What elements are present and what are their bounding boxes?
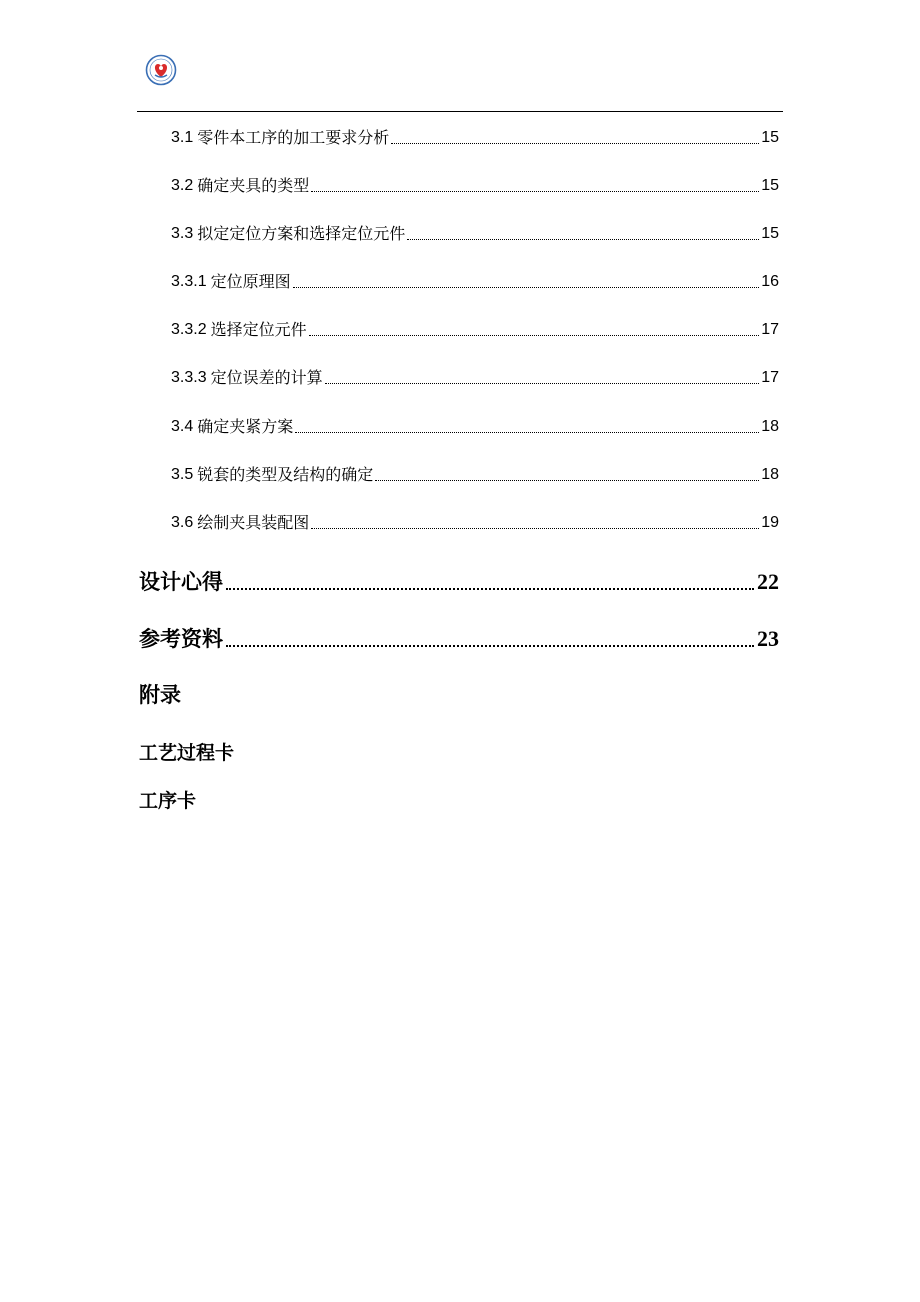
toc-leader xyxy=(309,335,760,336)
toc-entry[interactable] xyxy=(171,268,779,292)
toc-entry-number: 3.3 xyxy=(171,225,194,242)
toc-entry-number: 3.1 xyxy=(171,129,194,146)
toc-entry-page: 16 xyxy=(761,273,779,290)
toc-entry-page: 17 xyxy=(761,369,779,386)
toc-entry[interactable] xyxy=(171,461,779,485)
toc-entry-page: 19 xyxy=(761,514,779,531)
toc-main-entry[interactable] xyxy=(139,622,779,652)
toc-entry[interactable] xyxy=(171,316,779,340)
toc-main-title: 设计心得 xyxy=(139,570,223,594)
appendix-heading: 附录 xyxy=(139,683,181,707)
toc-entry[interactable] xyxy=(171,220,779,244)
toc-entry[interactable] xyxy=(171,509,779,533)
toc-entry-number: 3.3.1 xyxy=(171,273,207,290)
toc-entry[interactable] xyxy=(171,364,779,388)
school-emblem-icon xyxy=(145,54,177,86)
appendix-item-process-card[interactable]: 工艺过程卡 xyxy=(139,742,235,764)
appendix-item-operation-card[interactable]: 工序卡 xyxy=(139,790,197,812)
toc-entry-page: 15 xyxy=(761,129,779,146)
toc-main-page: 22 xyxy=(757,569,779,594)
toc-entry-page: 18 xyxy=(761,466,779,483)
toc-entry-number: 3.3.3 xyxy=(171,369,207,386)
header-rule xyxy=(137,111,783,112)
toc-entry-title: 绘制夹具装配图 xyxy=(197,513,310,532)
toc-entry-page: 17 xyxy=(761,321,779,338)
toc-entry[interactable] xyxy=(171,413,779,437)
toc-main-title: 参考资料 xyxy=(139,627,223,651)
toc-leader xyxy=(407,239,759,240)
toc-leader xyxy=(311,528,759,529)
toc-entry-page: 15 xyxy=(761,177,779,194)
toc-entry-number: 3.3.2 xyxy=(171,321,207,338)
toc-entry-number: 3.5 xyxy=(171,466,194,483)
toc-entry-title: 确定夹紧方案 xyxy=(197,417,294,436)
toc-entry-title: 确定夹具的类型 xyxy=(197,176,310,195)
toc-leader xyxy=(375,480,759,481)
toc-entry-title: 拟定定位方案和选择定位元件 xyxy=(197,224,406,243)
toc-entry-title: 定位原理图 xyxy=(210,272,291,291)
toc-entry-title: 锐套的类型及结构的确定 xyxy=(197,465,374,484)
toc-entry-title: 定位误差的计算 xyxy=(210,368,323,387)
toc-entry-title: 零件本工序的加工要求分析 xyxy=(197,128,390,147)
toc-leader xyxy=(226,645,754,647)
toc-entry-number: 3.2 xyxy=(171,177,194,194)
toc-main-page: 23 xyxy=(757,626,779,651)
toc-leader xyxy=(325,383,760,384)
toc-leader xyxy=(391,143,759,144)
toc-entry[interactable] xyxy=(171,172,779,196)
toc-leader xyxy=(226,588,754,590)
toc-entry-page: 18 xyxy=(761,418,779,435)
toc-leader xyxy=(293,287,760,288)
toc-entry[interactable] xyxy=(171,124,779,148)
toc-leader xyxy=(311,191,759,192)
toc-leader xyxy=(295,432,759,433)
toc-entry-page: 15 xyxy=(761,225,779,242)
toc-entry-title: 选择定位元件 xyxy=(210,320,307,339)
toc-main-entry[interactable] xyxy=(139,565,779,595)
toc-entry-number: 3.4 xyxy=(171,418,194,435)
toc-entry-number: 3.6 xyxy=(171,514,194,531)
